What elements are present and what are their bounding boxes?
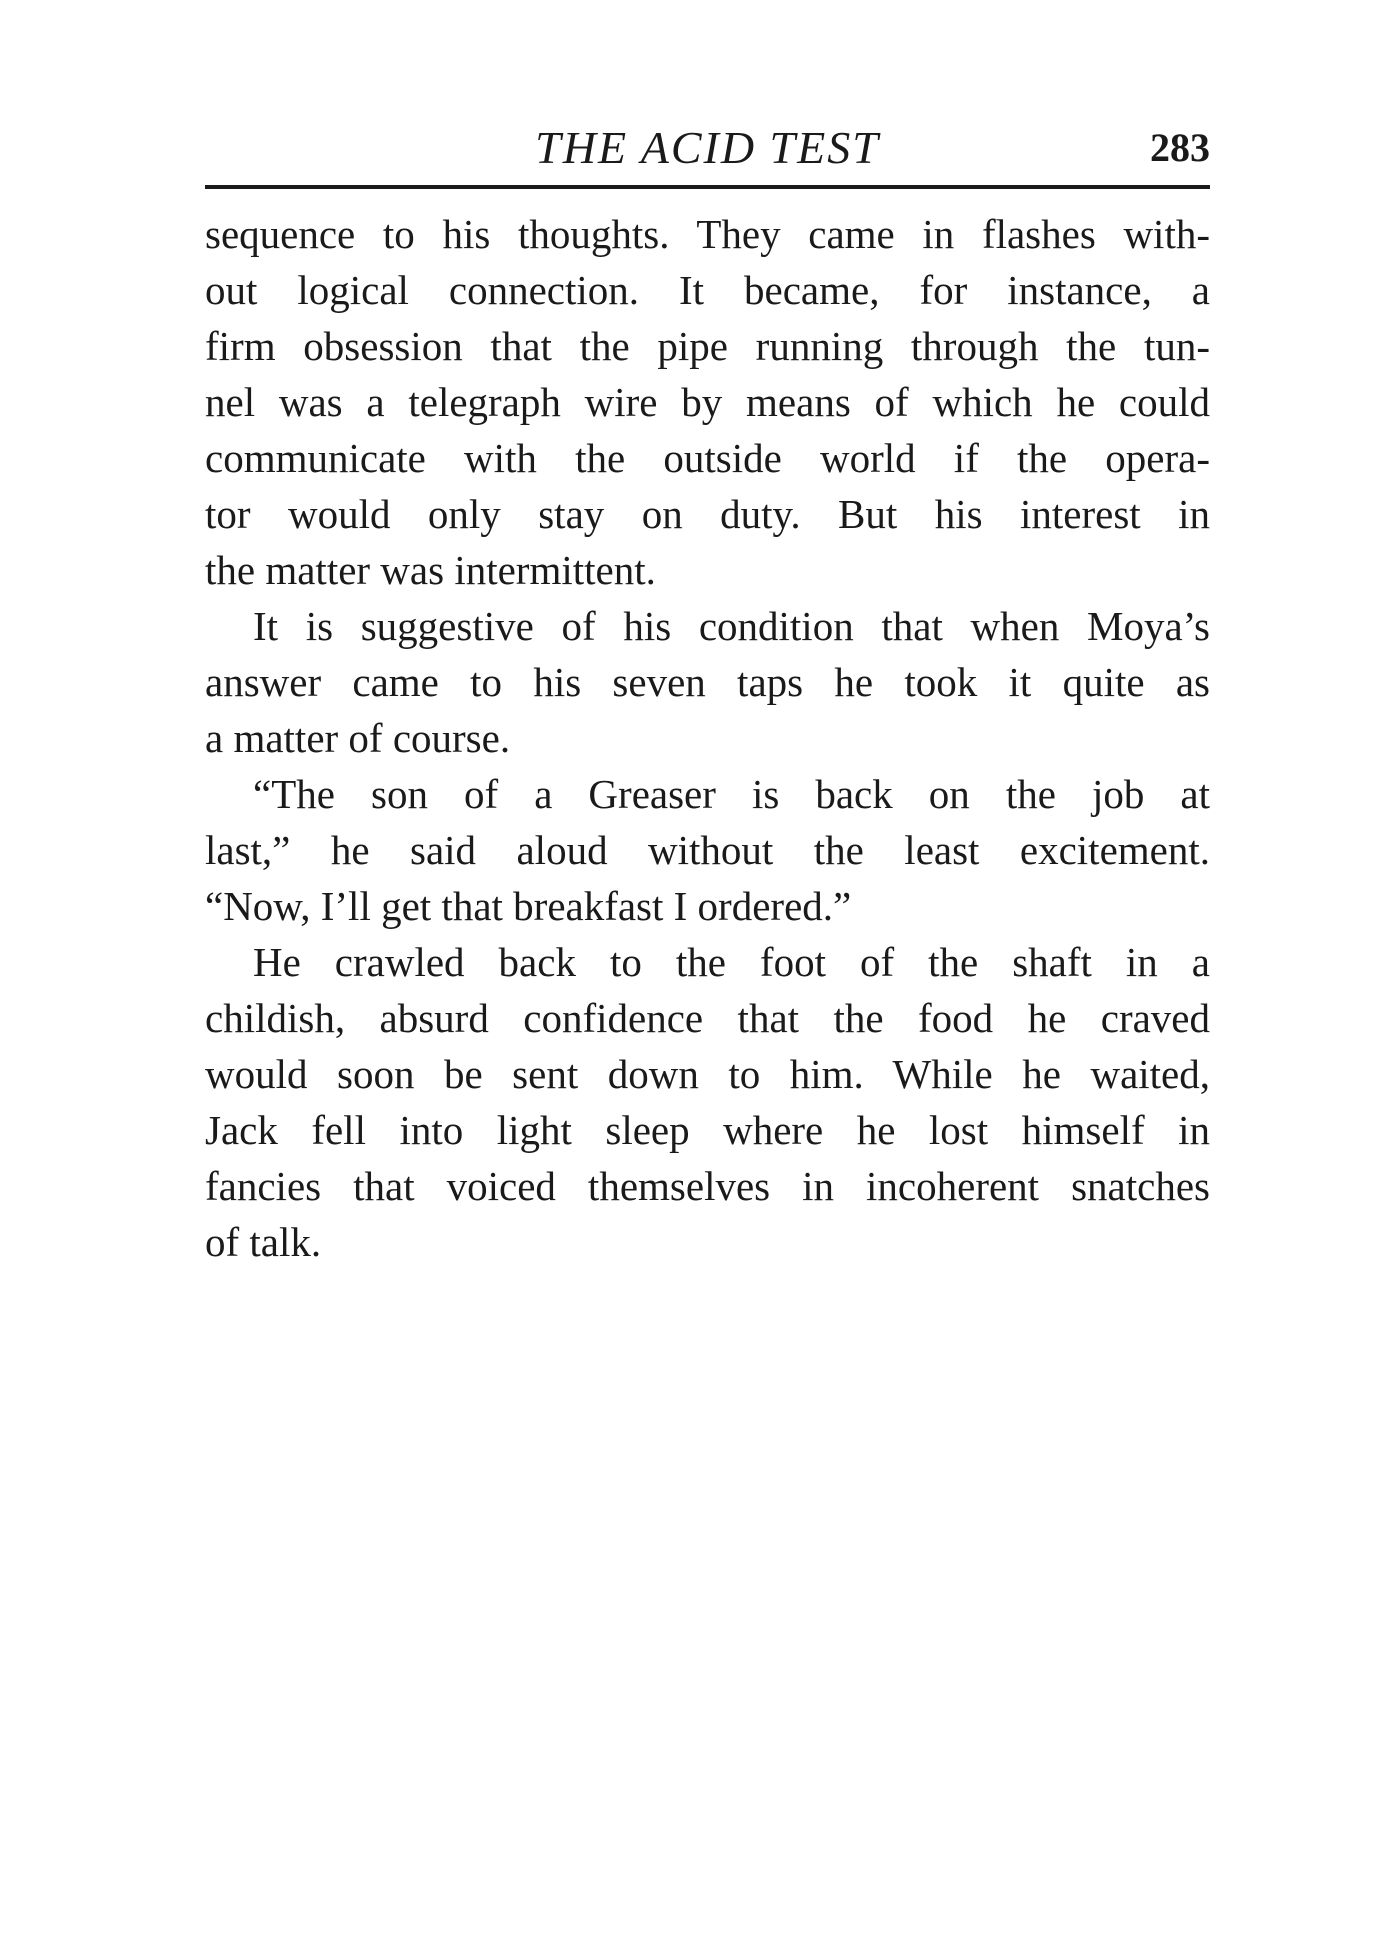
running-title: THE ACID TEST (535, 122, 880, 173)
text-line: a matter of course. (205, 715, 511, 761)
text-line: nel was a telegraph wire by means of which he could (205, 379, 1210, 425)
paragraph (205, 766, 1210, 934)
paragraph (205, 598, 1210, 766)
text-line: would soon be sent down to him. While he waited, (205, 1051, 1210, 1097)
header-rule (205, 185, 1210, 189)
text-line: communicate with the outside world if the opera- (205, 435, 1210, 481)
text-line: out logical connection. It became, for instance, a (205, 267, 1210, 313)
text-line: answer came to his seven taps he took it quite as (205, 659, 1210, 705)
text-line: the matter was intermittent. (205, 547, 656, 593)
text-line: “The son of a Greaser is back on the job at (253, 771, 1210, 817)
text-line: childish, absurd confidence that the food he craved (205, 995, 1210, 1041)
text-line: tor would only stay on duty. But his interest in (205, 491, 1210, 537)
text-line: “Now, I’ll get that breakfast I ordered.” (205, 883, 852, 929)
text-line: firm obsession that the pipe running through the tun- (205, 323, 1210, 369)
paragraph (205, 206, 1210, 598)
paragraph (205, 934, 1210, 1270)
page-number: 283 (1150, 125, 1210, 170)
text-line: Jack fell into light sleep where he lost himself in (205, 1107, 1210, 1153)
body-text (205, 206, 1210, 1270)
text-line: sequence to his thoughts. They came in flashes with- (205, 211, 1210, 257)
text-line: of talk. (205, 1219, 322, 1265)
text-line: fancies that voiced themselves in incoherent snatches (205, 1163, 1210, 1209)
text-line: He crawled back to the foot of the shaft in a (253, 939, 1210, 985)
text-line: last,” he said aloud without the least excitement. (205, 827, 1210, 873)
running-head (205, 118, 1210, 178)
text-line: It is suggestive of his condition that when Moya’s (253, 603, 1210, 649)
